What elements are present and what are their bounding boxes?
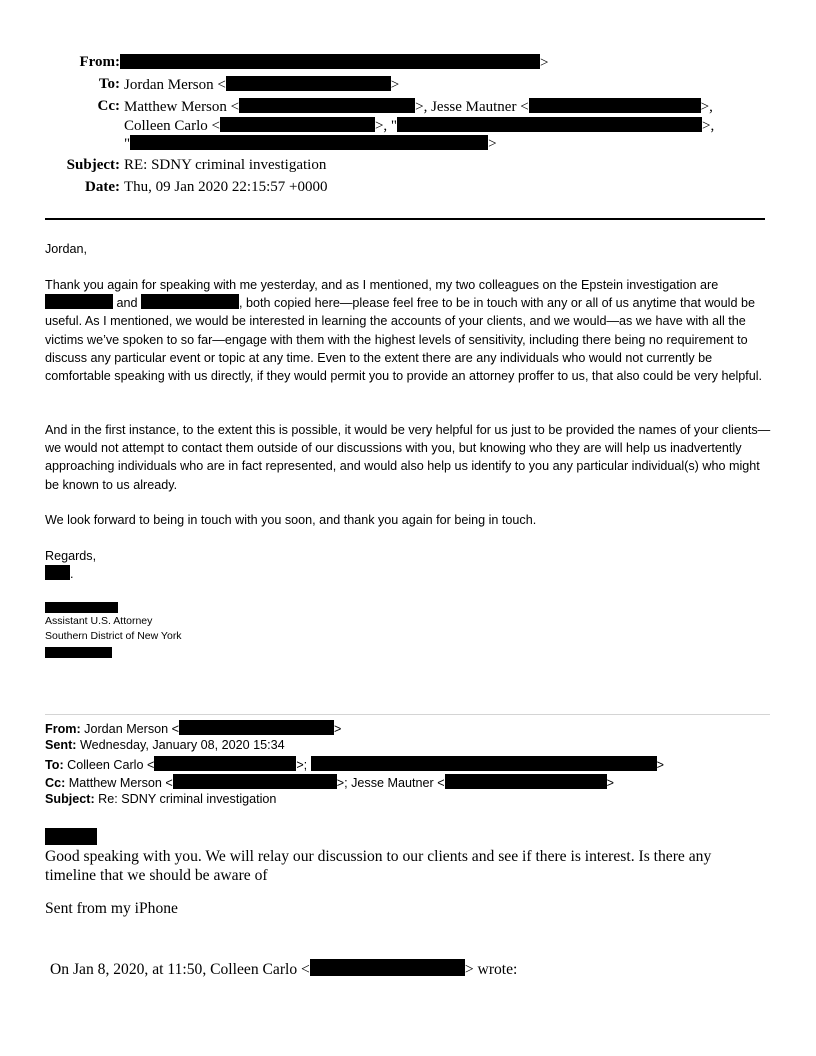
fwd-cc: Cc: Matthew Merson < >; Jesse Mautner < > [45, 776, 614, 790]
redaction-block [226, 76, 391, 91]
fwd-sent: Sent: Wednesday, January 08, 2020 15:34 [45, 738, 285, 752]
header-divider [45, 218, 765, 220]
redaction-block [311, 756, 657, 771]
cc-line-2: Colleen Carlo < >, " >, [124, 118, 715, 134]
date-label: Date: [85, 179, 120, 195]
closing: Regards, [45, 549, 97, 563]
redaction-block [239, 98, 415, 113]
to-label: To: [98, 76, 120, 92]
signature-office: Southern District of New York [45, 630, 182, 642]
subject-label: Subject: [66, 157, 120, 173]
cc-label: Cc: [97, 98, 120, 114]
redaction-block [120, 54, 540, 69]
quoted-attribution: On Jan 8, 2020, at 11:50, Colleen Carlo < > wrote: [50, 961, 518, 978]
redaction-block [130, 135, 488, 150]
reply-line-1: Good speaking with you. We will relay our discussion to our clients and see if there is interest. Is there any [45, 848, 712, 865]
redaction-block [310, 959, 465, 976]
paragraph-3: We look forward to being in touch with you soon, and thank you again for being in touch. [45, 513, 537, 527]
redaction-block [529, 98, 701, 113]
paragraph-2: And in the first instance, to the extent this is possible, it would be very helpful for us just to be provided the names of your clients—we would not attempt to contact them outside of our discussions with you, but knowing who they are will help us inadvertently approaching individuals who are in fact represented, and would also help us identify to you any particular individual(s) who might be known to us already. [45, 423, 771, 492]
fwd-subject: Subject: Re: SDNY criminal investigation [45, 792, 277, 806]
redaction-block [141, 294, 239, 309]
redaction-block [45, 647, 112, 658]
redaction-block [45, 602, 118, 613]
reply-line-2: timeline that we should be aware of [45, 867, 268, 884]
cc-line-3: " > [124, 136, 497, 152]
sent-from: Sent from my iPhone [45, 900, 178, 917]
redaction-block [173, 774, 337, 789]
redaction-block [179, 720, 334, 735]
from-value: > [120, 54, 548, 72]
redaction-block [45, 828, 97, 845]
redaction-block [154, 756, 296, 771]
fwd-to: To: Colleen Carlo < >; > [45, 758, 665, 772]
date-value: Thu, 09 Jan 2020 22:15:57 +0000 [124, 179, 328, 195]
subject-value: RE: SDNY criminal investigation [124, 157, 327, 173]
cc-line-1: Matthew Merson < >, Jesse Mautner < >, [124, 99, 713, 115]
forward-divider [45, 714, 770, 715]
redaction-block [45, 294, 113, 309]
from-label: From: [79, 54, 120, 70]
redaction-block [45, 565, 70, 580]
greeting: Jordan, [45, 242, 88, 256]
signer-name: . [45, 565, 74, 583]
redaction-block [445, 774, 607, 789]
signature-title: Assistant U.S. Attorney [45, 615, 153, 627]
paragraph-1: Thank you again for speaking with me yesterday, and as I mentioned, my two colleagues on the Epstein investigation are and , both copied here—please feel free to be in touch with any or all of us anytime that would be useful. As I mentioned, we would be interested in learning the accounts of your clients, and we would—as we have with all the victims we’ve spoken to so far—engage with them with the highest levels of sensitivity, including there being no requirement to discuss any particular event or topic at any time. Even to the extent there are any individuals who would not currently be comfortable speaking with us directly, if they would permit you to provide an attorney proffer to us, that also could be very helpful. [45, 278, 763, 384]
redaction-block [220, 117, 375, 132]
redaction-block [397, 117, 702, 132]
to-value: Jordan Merson < > [124, 77, 400, 93]
fwd-from: From: Jordan Merson < > [45, 722, 342, 736]
